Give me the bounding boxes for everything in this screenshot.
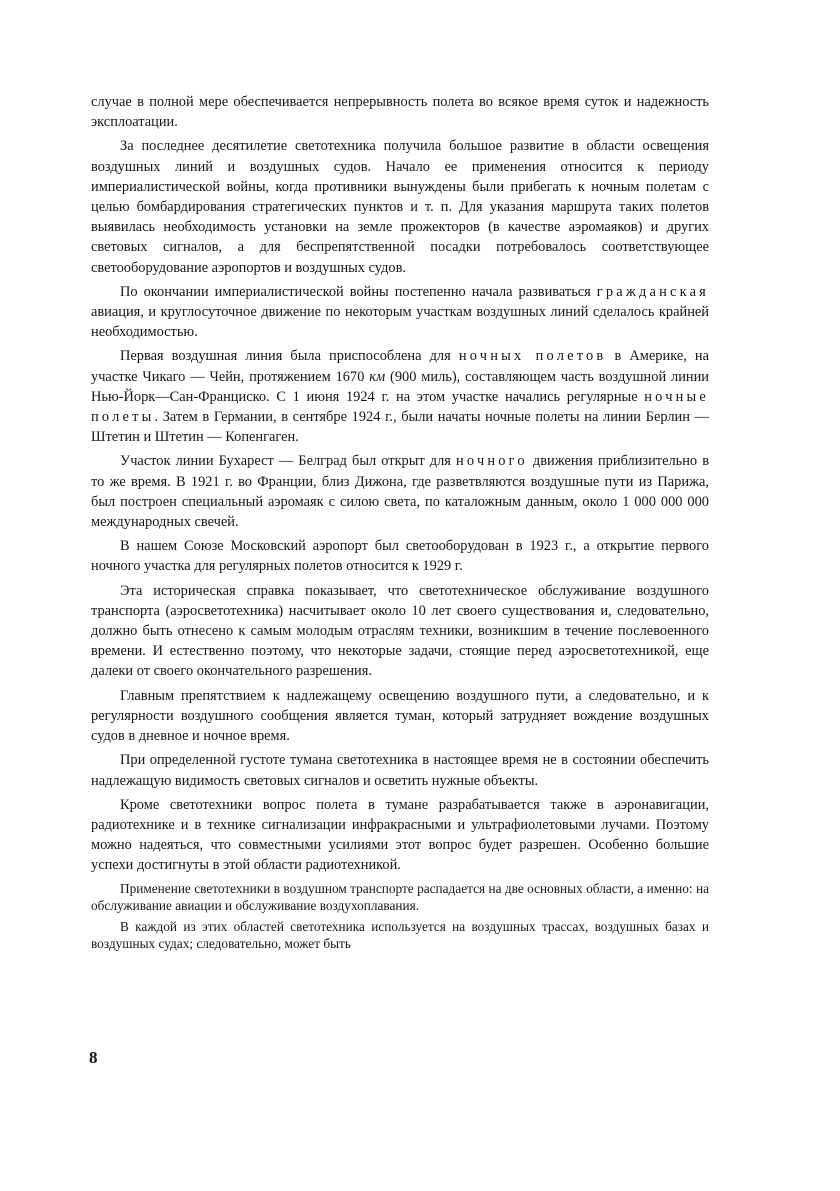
unit-italic: км [369,368,386,385]
spaced-emphasis: ночного [456,453,528,470]
paragraph: Эта историческая справка показывает, что светотехническое обслуживание воздушного транспорта (аэросветотехника) насчитывает около 10 лет своего существования и, следовательно, должно быть отнесено к самым молодым отраслям техники, возникшим в течение послевоенного времени. И естественно поэтому, что некоторые задачи, стоящие перед аэросветотехникой, еще далеки от своего окончательного разрешения. [91,582,709,680]
paragraph: По окончании империалистической войны постепенно начала развиваться гражданская авиация, и круглосуточное движение по некоторым участкам воздушных линий сделалось крайней необходимостью. [91,283,709,341]
paragraph: В каждой из этих областей светотехника используется на воздушных трассах, воздушных базах и воздушных судах; следовательно, может быть [91,918,709,952]
paragraph: случае в полной мере обеспечивается непрерывность полета во всякое время суток и надежность эксплоатации. [91,94,709,131]
spaced-emphasis: ночные полеты [91,388,709,426]
paragraph: Участок линии Бухарест — Белград был открыт для ночного движения приблизительно в то же время. В 1921 г. во Франции, близ Дижона, где разветвляются воздушные пути из Парижа, был построен специальный аэромаяк с силою света, по каталожным данным, около 1 000 000 000 международных свечей. [91,453,709,531]
paragraph: За последнее десятилетие светотехника получила большое развитие в области освещения воздушных линий и воздушных судов. Начало ее применения относится к периоду империалистической войны, когда противники вынуждены были прибегать к ночным полетам с целью бомбардирования стратегических пунктов и т. п. Для указания маршрута таких полетов выявилась необходимость установки на земле прожекторов (в качестве аэромаяков) и других световых сигналов, а для беспрепятственной посадки потребовалось соответствующее светооборудование аэропортов и воздушных судов. [91,138,709,276]
paragraph: Первая воздушная линия была приспособлена для ночных полетов в Америке, на участке Чикаго — Чейн, протяжением 1670 км (900 миль), составляющем часть воздушной линии Нью-Йорк—Сан-Франциско. С 1 июня 1924 г. на этом участке начались регулярные ночные полеты. Затем в Германии, в сентябре 1924 г., были начаты ночные полеты на линии Берлин — Штетин и Штетин — Копенгаген. [91,348,709,446]
spaced-emphasis: ночных полетов [458,348,607,365]
paragraph: Кроме светотехники вопрос полета в тумане разрабатывается также в аэронавигации, радиотехнике и в технике сигнализации инфракрасными и ультрафиолетовыми лучами. Поэтому можно надеяться, что совместными усилиями этот вопрос будет разрешен. Особенно большие успехи достигнуты в этой области радиотехникой. [91,796,709,874]
page-number: 8 [89,1048,98,1067]
paragraph: В нашем Союзе Московский аэропорт был светооборудован в 1923 г., а открытие первого ночного участка для регулярных полетов относится к 1929 г. [91,538,709,575]
paragraph: При определенной густоте тумана светотехника в настоящее время не в состоянии обеспечить надлежащую видимость световых сигналов и осветить нужные объекты. [91,752,709,789]
paragraph: Применение светотехники в воздушном транспорте распадается на две основных области, а именно: на обслуживание авиации и обслуживание воздухоплавания. [91,880,709,914]
spaced-emphasis: гражданская [596,283,709,300]
paragraph: Главным препятствием к надлежащему освещению воздушного пути, а следовательно, и к регулярности воздушного сообщения является туман, который затрудняет вождение воздушных судов в дневное и ночное время. [91,687,709,745]
body-text [91,92,709,956]
